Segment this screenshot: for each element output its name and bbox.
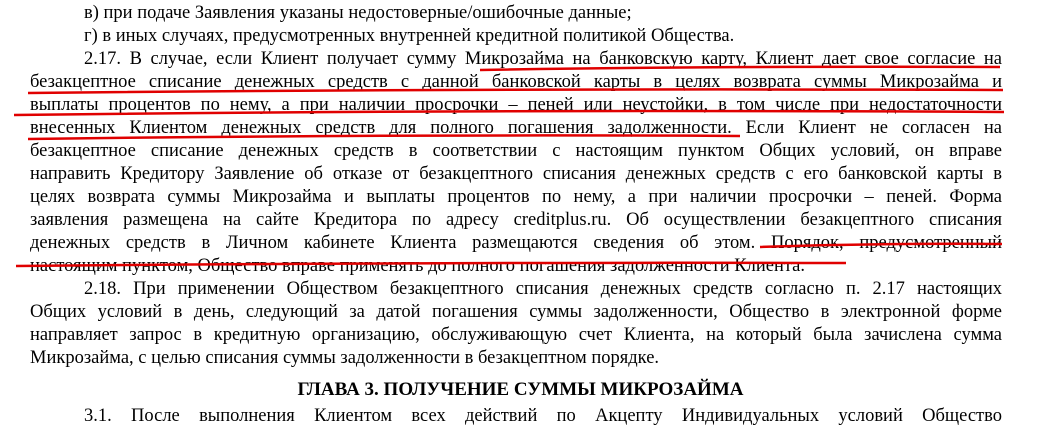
- paragraph-2-18-line-3: направляет запрос в кредитную организацию, обслуживающую счет Клиента, на который была зачислена сумма: [30, 325, 1002, 345]
- list-item-g: г) в иных случаях, предусмотренных внутренней кредитной политикой Общества.: [84, 26, 735, 46]
- paragraph-2-17-line-7: целях возврата суммы Микрозайма и выплаты процентов по нему, а при наличии просрочки – пеней. Форма: [30, 187, 1002, 207]
- paragraph-2-17-line-8: заявления размещена на сайте Кредитора по адресу creditplus.ru. Об осуществлении безакцептного списания: [30, 210, 1002, 230]
- paragraph-2-17-line-10: настоящим пунктом, Общество вправе применять до полного погашения задолженности Клиента.: [30, 256, 805, 276]
- chapter-heading: ГЛАВА 3. ПОЛУЧЕНИЕ СУММЫ МИКРОЗАЙМА: [297, 379, 744, 400]
- paragraph-2-17-line-4: внесенных Клиентом денежных средств для полного погашения задолженности. Если Клиент не согласен на: [30, 118, 1002, 138]
- paragraph-2-17-line-1: 2.17. В случае, если Клиент получает сумму Микрозайма на банковскую карту, Клиент дает свое согласие на: [84, 49, 1002, 69]
- paragraph-3-1-line-1: 3.1. После выполнения Клиентом всех действий по Акцепту Индивидуальных условий Общество: [84, 406, 1002, 426]
- paragraph-2-17-line-2: безакцептное списание денежных средств с данной банковской карты в целях возврата суммы Микрозайма и: [30, 72, 1002, 92]
- paragraph-2-17-line-3: выплаты процентов по нему, а при наличии просрочки – пеней или неустойки, в том числе при недостаточности: [30, 95, 1002, 115]
- paragraph-2-18-line-2: Общих условий в день, следующий за датой погашения суммы задолженности, Общество в электронной форме: [30, 302, 1002, 322]
- paragraph-2-18-line-1: 2.18. При применении Обществом безакцептного списания денежных средств согласно п. 2.17 настоящих: [84, 279, 1002, 299]
- paragraph-2-18-line-4: Микрозайма, с целью списания суммы задолженности в безакцептном порядке.: [30, 348, 660, 368]
- list-item-v: в) при подаче Заявления указаны недостоверные/ошибочные данные;: [84, 3, 632, 23]
- paragraph-2-17-line-6: направить Кредитору Заявление об отказе от безакцептного списания денежных средств с его банковской карты в: [30, 164, 1002, 184]
- paragraph-2-17-line-9: денежных средств в Личном кабинете Клиента размещаются сведения об этом. Порядок, предусмотренный: [30, 233, 1002, 253]
- paragraph-2-17-line-5: безакцептное списание денежных средств в соответствии с настоящим пунктом Общих условий, он вправе: [30, 141, 1002, 161]
